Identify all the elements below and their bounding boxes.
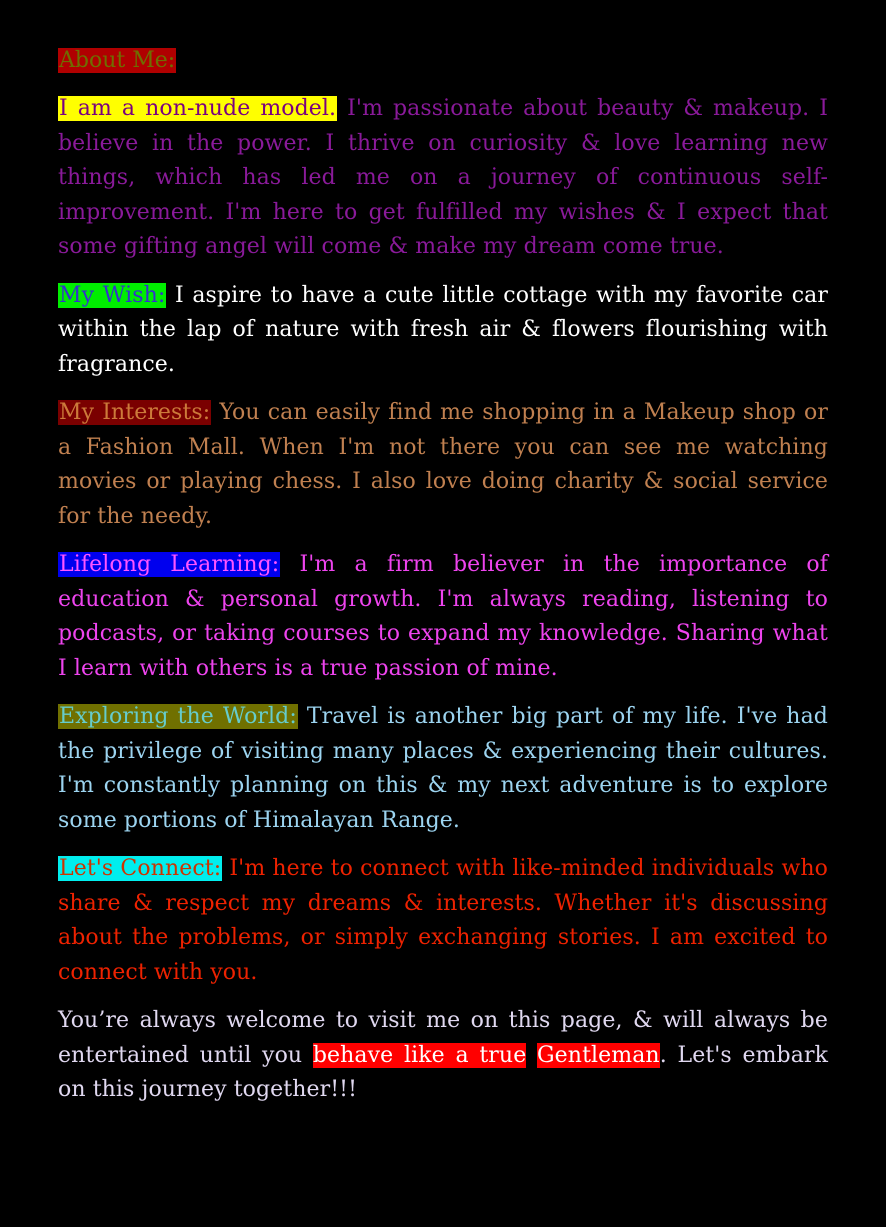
interests-label: My Interests: <box>59 400 211 425</box>
about-paragraph <box>58 92 828 265</box>
gentleman-highlight-2: Gentleman <box>537 1042 660 1068</box>
world-paragraph <box>58 700 828 838</box>
wish-paragraph <box>58 279 828 383</box>
connect-text: I'm here to connect with like-minded individuals who share & respect my dreams & interests. Whether it's discussing about the problems, or simply exchanging stories. I am excited to connect with you. <box>58 856 828 985</box>
learning-paragraph <box>58 548 828 686</box>
closing-text-after: . Let's embark on this journey together!!! <box>58 1042 829 1102</box>
closing-text-before: You’re always welcome to visit me on this page, & will always be entertained until you <box>58 1008 828 1068</box>
about-text: I'm passionate about beauty & makeup. I believe in the power. I thrive on curiosity & love learning new things, which has led me on a journey of continuous self-improvement. I'm here to get fulfilled my wishes & I expect that some gifting angel will come & make my dream come true. <box>58 96 828 259</box>
non-nude-highlight: I am a non-nude model. <box>59 96 337 121</box>
about-heading: About Me: <box>59 48 176 73</box>
wish-label: My Wish: <box>59 282 166 308</box>
connect-paragraph <box>58 852 828 990</box>
interests-text: You can easily find me shopping in a Makeup shop or a Fashion Mall. When I'm not there you can see me watching movies or playing chess. I also love doing charity & social service for the needy. <box>58 400 828 529</box>
connect-label: Let's Connect: <box>59 856 222 881</box>
world-text: Travel is another big part of my life. I've had the privilege of visiting many places & experiencing their cultures. I'm constantly planning on this & my next adventure is to explore some portions of Himalayan Range. <box>58 704 828 833</box>
gentleman-highlight-1: behave like a true <box>312 1042 527 1068</box>
learning-text: I'm a firm believer in the importance of education & personal growth. I'm always reading, listening to podcasts, or taking courses to expand my knowledge. Sharing what I learn with others is a true passion of mine. <box>58 552 828 681</box>
closing-paragraph <box>58 1004 828 1108</box>
closing-space <box>526 1043 537 1068</box>
about-heading-line <box>58 44 828 78</box>
interests-paragraph <box>58 396 828 534</box>
learning-label: Lifelong Learning: <box>59 552 280 577</box>
wish-text: I aspire to have a cute little cottage with my favorite car within the lap of nature with fresh air & flowers flourishing with fragrance. <box>58 282 828 377</box>
world-label: Exploring the World: <box>59 704 297 729</box>
